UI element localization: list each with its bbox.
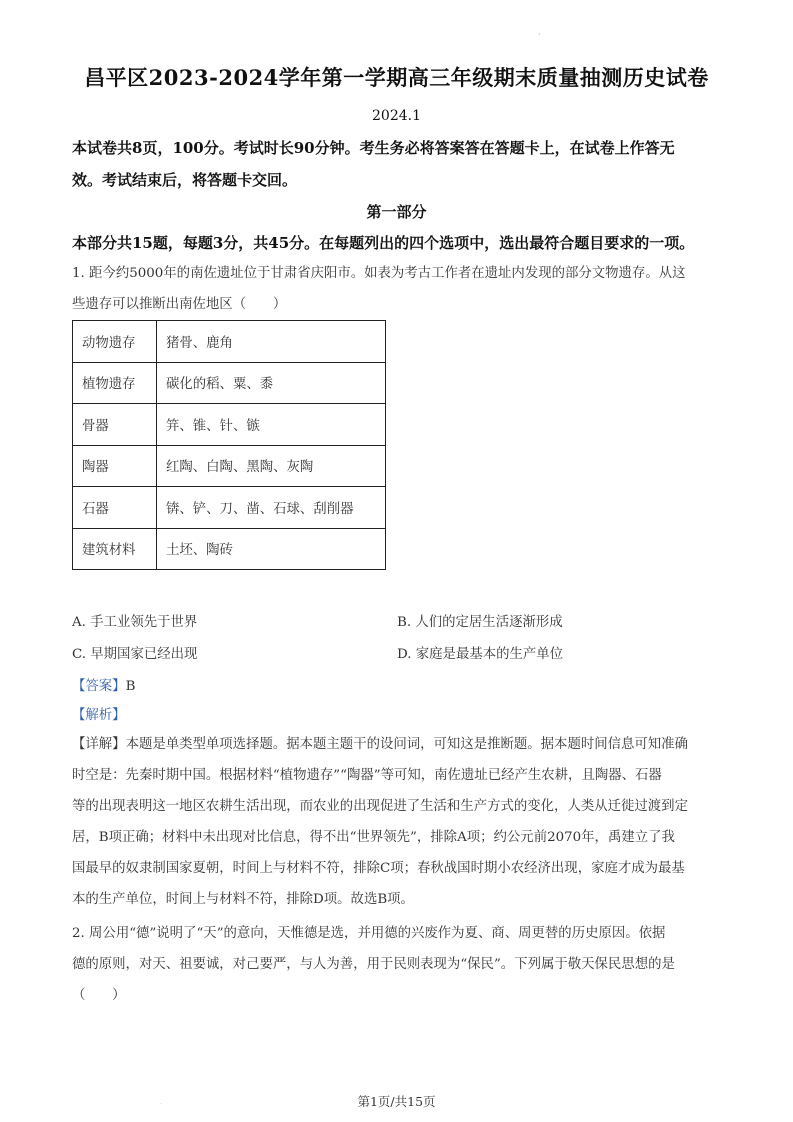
table-row <box>73 321 386 363</box>
table-cell-category: 骨器 <box>73 404 157 446</box>
table-cell-items: 红陶、白陶、黑陶、灰陶 <box>157 445 386 487</box>
option-d: D. 家庭是最基本的生产单位 <box>397 647 564 662</box>
detail-line-4: 居，B项正确；材料中未出现对比信息，得不出“世界领先”，排除A项；约公元前2070年，禹建立了我 <box>72 830 675 845</box>
table-cell-category: 植物遗存 <box>73 362 157 404</box>
table-cell-category: 建筑材料 <box>73 528 157 570</box>
table-cell-category: 动物遗存 <box>73 321 157 363</box>
table-cell-category: 石器 <box>73 487 157 529</box>
table-row <box>73 487 386 529</box>
instructions-line-1: 本试卷共8页，100分。考试时长90分钟。考生务必将答案答在答题卡上，在试卷上作答无 <box>72 139 675 157</box>
detail-line-3: 等的出现表明这一地区农耕生活出现，而农业的出现促进了生活和生产方式的变化，人类从迁徙过渡到定 <box>72 799 688 814</box>
table-cell-items: 锛、铲、刀、凿、石球、刮削器 <box>157 487 386 529</box>
table-row <box>73 362 386 404</box>
option-b: B. 人们的定居生活逐渐形成 <box>397 615 563 630</box>
table-cell-items: 土坯、陶砖 <box>157 528 386 570</box>
exam-date: 2024.1 <box>372 108 421 124</box>
q2-stem-line-1: 2. 周公用“德”说明了“天”的意向，天惟德是选，并用德的兴废作为夏、商、周更替的历史原因。依据 <box>72 926 666 941</box>
table-cell-items: 笄、锥、针、镞 <box>157 404 386 446</box>
scan-dot: · <box>538 30 541 39</box>
instructions-line-2: 效。考试结束后，将答题卡交回。 <box>72 171 298 189</box>
answer-value: B <box>125 679 136 694</box>
page-number: 第1页/共15页 <box>357 1094 436 1109</box>
table-cell-category: 陶器 <box>73 445 157 487</box>
table-row <box>73 445 386 487</box>
detail-line-6: 本的生产单位，时间上与材料不符，排除D项。故选B项。 <box>72 892 414 907</box>
analysis-label: 【解析】 <box>72 708 126 723</box>
detail-line-1: 【详解】本题是单类型单项选择题。据本题主题干的设问词，可知这是推断题。据本题时间信息可知准确 <box>72 737 688 752</box>
option-a: A. 手工业领先于世界 <box>72 615 198 630</box>
relics-table <box>72 320 386 570</box>
q2-stem-line-3: （ ） <box>72 988 126 1003</box>
q2-stem-line-2: 德的原则，对天、祖要诚，对己要严，与人为善，用于民则表现为“保民”。下列属于敬天保民思想的是 <box>72 957 675 972</box>
scan-dot: · <box>160 1101 162 1108</box>
table-cell-items: 碳化的稻、粟、黍 <box>157 362 386 404</box>
table-cell-items: 猪骨、鹿角 <box>157 321 386 363</box>
answer-label: 【答案】 <box>72 679 126 694</box>
part-title: 第一部分 <box>366 203 427 221</box>
detail-line-2: 时空是：先秦时期中国。根据材料“植物遗存”“陶器”等可知，南佐遗址已经产生农耕，且陶器、石器 <box>72 768 662 783</box>
detail-label: 【详解】 <box>72 737 126 752</box>
detail-line-5: 国最早的奴隶制国家夏朝，时间上与材料不符，排除C项；春秋战国时期小农经济出现，家庭才成为最基 <box>72 861 685 876</box>
table-row <box>73 528 386 570</box>
answer-line <box>72 675 135 694</box>
page-title: 昌平区2023-2024学年第一学期高三年级期末质量抽测历史试卷 <box>84 65 709 90</box>
part-intro: 本部分共15题，每题3分，共45分。在每题列出的四个选项中，选出最符合题目要求的一项。 <box>72 234 695 252</box>
table-row <box>73 404 386 446</box>
q1-stem-line-1: 1. 距今约5000年的南佐遗址位于甘肃省庆阳市。如表为考古工作者在遗址内发现的部分文物遗存。从这 <box>72 266 686 281</box>
q1-stem-line-2: 些遗存可以推断出南佐地区（ ） <box>72 297 287 312</box>
option-c: C. 早期国家已经出现 <box>72 647 198 662</box>
